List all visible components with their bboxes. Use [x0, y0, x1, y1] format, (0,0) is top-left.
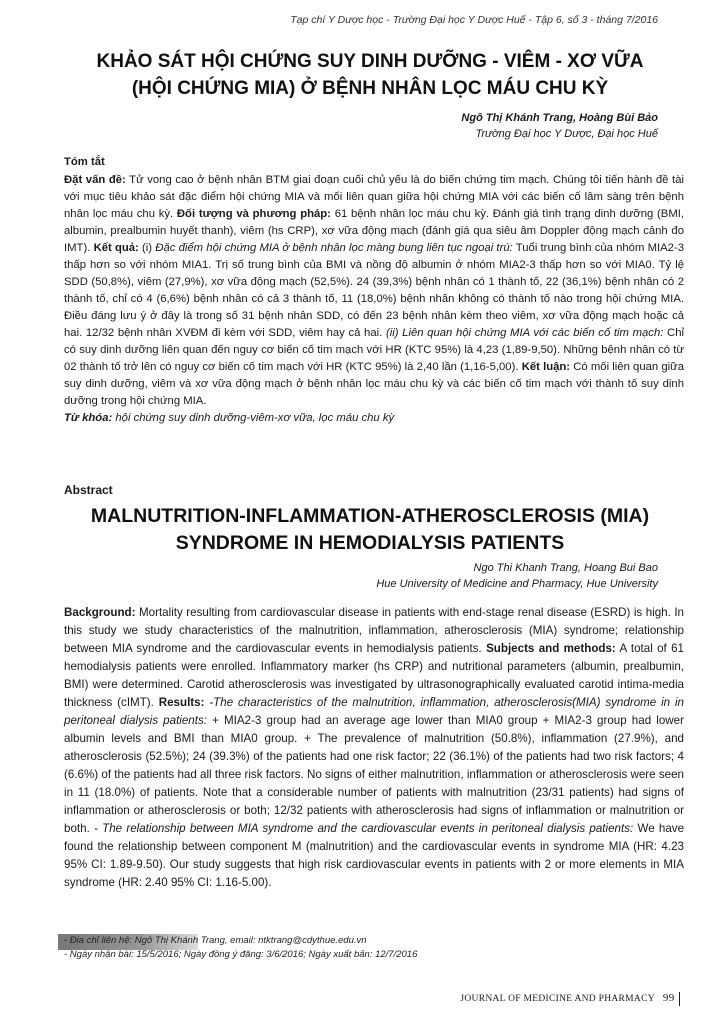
- vn-conclusion-label: Kết luận:: [521, 361, 571, 373]
- vn-results-text1: Tuổi trung bình của nhóm MIA2-3 thấp hơn so với nhóm MIA1. Trị số trung bình của BMI và nồng độ albumin ở nhóm MIA2-3 thấp hơn so với MIA0. Tỷ lệ SDD (50,8%), viêm (27,9%), xơ vữa động mạch (52,5%). 24 (39,3%) bệnh nhân có 1 thành tố, 22 (36,1%) bệnh nhân có 2 thành tố, chỉ có 4 (6,6%) bệnh nhân có cả 3 thành tố, 11 (18,0%) bệnh nhân không có thành tố nào trong hội chứng MIA. Điều đáng lưu ý ở đây là trong số 31 bệnh nhân SDD, có đến 23 bệnh nhân kèm theo viêm, xơ vữa động mạch hoặc cả hai. 12/32 bệnh nhân XVĐM đi kèm với SDD, viêm hay cả hai.: [64, 242, 684, 339]
- page-number: 99: [662, 992, 675, 1005]
- vn-results-ii-title: (ii) Liên quan hội chứng MIA với các biến cố tim mạch:: [385, 327, 664, 339]
- footer-journal: JOURNAL OF MEDICINE AND PHARMACY: [460, 994, 655, 1005]
- en-results-it2: - The relationship between MIA syndrome and the cardiovascular events in peritoneal dialysis patients:: [94, 822, 634, 835]
- vn-results-i-title: Đặc điểm hội chứng MIA ở bệnh nhân lọc màng bụng liên tục ngoại trú:: [155, 242, 513, 254]
- en-author-block: [376, 560, 658, 592]
- vn-results-label: Kết quả:: [93, 242, 139, 254]
- en-affiliation: Hue University of Medicine and Pharmacy, Hue University: [376, 578, 658, 590]
- vn-title-line2: (HỘI CHỨNG MIA) Ở BỆNH NHÂN LỌC MÁU CHU KỲ: [131, 78, 609, 99]
- en-methods-label: Subjects and methods:: [486, 642, 616, 655]
- vn-results-text2: Chỉ có suy dinh dưỡng liên quan đến nguy cơ biến cố tim mạch với HR (KTC 95%) là 4,23 (1,89-9,50). Những bệnh nhân có từ 02 thành tố trở lên có nguy cơ biến cố tim mạch với HR (KTC 95%) là 2,40 lần (1,16-5,00).: [64, 327, 685, 373]
- en-title: [60, 503, 680, 557]
- vn-keywords: [64, 410, 684, 427]
- vn-bg-label: Đặt vấn đề:: [64, 174, 126, 186]
- vn-methods-label: Đối tượng và phương pháp:: [176, 208, 331, 220]
- page-footer: [460, 992, 680, 1006]
- vn-conclusion-text: Có mối liên quan giữa suy dinh dưỡng, viêm và xơ vữa động mạch ở bệnh nhân lọc máu chu kỳ và các biến cố tim mạch với thành tố suy dinh dưỡng trong hội chứng MIA.: [64, 361, 684, 407]
- en-results-text2: We have found the relationship between component M (malnutrition) and the cardiovascular events in syndrome MIA (HR: 4.23 95% CI: 1.89-9.50). Our study suggests that high risk cardiovascular events in patients with 2 or more elements in MIA syndrome (HR: 2.40 95% CI: 1.16-5.00).: [64, 822, 685, 889]
- en-title-line1: MALNUTRITION-INFLAMMATION-ATHEROSCLEROSIS (MIA): [90, 505, 650, 527]
- vn-title-line1: KHẢO SÁT HỘI CHỨNG SUY DINH DƯỠNG - VIÊM - XƠ VỮA: [96, 51, 644, 72]
- vn-keywords-text: hội chứng suy dinh dưỡng-viêm-xơ vữa, lọc máu chu kỳ: [112, 412, 395, 424]
- en-bg-text: Mortality resulting from cardiovascular disease in patients with end-stage renal disease (ESRD) is high. In this study we study characteristics of the malnutrition, inflammation, atherosclerosis (MIA) syndrome; relationship between MIA syndrome and the cardiovascular events in hemodialysis patients.: [64, 606, 684, 655]
- en-bg-label: Background:: [64, 606, 136, 619]
- en-authors: Ngo Thi Khanh Trang, Hoang Bui Bao: [473, 562, 658, 574]
- vn-authors: Ngô Thị Khánh Trang, Hoàng Bùi Bảo: [461, 112, 658, 124]
- en-results-it1: -The characteristics of the malnutrition, inflammation, atherosclerosis(MIA) syndrome in in peritoneal dialysis patients:: [64, 696, 684, 727]
- en-methods-text: A total of 61 hemodialysis patients were enrolled. Inflammatory marker (hs CRP) and nutritional parameters (albumin, prealbumin, BMI) were determined. Carotid atherosclerosis was investigated by ultrasonographically evaluated carotid intima-media thickness (cIMT).: [64, 642, 684, 709]
- vn-summary-heading: Tóm tắt: [64, 156, 105, 168]
- footnote-contact: - Địa chỉ liên hệ: Ngô Thị Khánh Trang, email: ntktrang@cdythue.edu.vn: [64, 935, 367, 946]
- vn-affiliation: Trường Đại học Y Dược, Đại học Huế: [475, 128, 658, 140]
- vn-results-i: (i): [138, 242, 156, 254]
- en-results-text1: + MIA2-3 group had an average age lower than MIA0 group + MIA2-3 group had lower albumin levels and BMI than MIA0 group. + The prevalence of malnutrition (50.8%), inflammation (27.9%), and atherosclerosis (52.5%); 24 (39.3%) of the patients had one risk factor; 22 (36.1%) of the patients had two risk factors; 4 (6.6%) of the patients had all three risk factors. No signs of either malnutrition, inflammation or atherosclerosis were seen in 11 (18.0%) of patients. Note that a considerable number of patients with malnutrition (23/31 patients) had signs of inflammation or atherosclerosis or both; 12/32 patients with atherosclerosis had signs of inflammation or malnutrition or both.: [64, 714, 684, 835]
- abstract-label: Abstract: [64, 483, 113, 497]
- en-results-label: Results:: [158, 696, 205, 709]
- vn-title: [60, 48, 680, 102]
- en-title-line2: SYNDROME IN HEMODIALYSIS PATIENTS: [175, 532, 565, 554]
- vn-author-block: [461, 110, 658, 142]
- vn-bg-text: Tử vong cao ở bệnh nhân BTM giai đoạn cuối chủ yếu là do biến chứng tim mạch. Chúng tôi tiến hành đề tài với mục tiêu khảo sát đặc điểm hội chứng MIA và mối liên quan giữa hội chứng MIA với các biến cố lâm sàng trên bệnh nhân lọc máu chu kỳ.: [64, 174, 684, 220]
- footer-divider: [679, 992, 681, 1006]
- footnote: [64, 934, 684, 962]
- vn-keywords-label: Từ khóa:: [64, 412, 113, 424]
- vn-methods-text: 61 bệnh nhân lọc máu chu kỳ. Đánh giá tình trạng dinh dưỡng (BMI, albumin, prealbumin huyết thanh), viêm (hs CRP), xơ vữa động mạch (đánh giá qua siêu âm Doppler động mạch cảnh đo IMT).: [64, 208, 685, 254]
- vn-summary-body: [64, 172, 684, 410]
- en-abstract: [64, 604, 684, 892]
- footnote-dates: - Ngày nhận bài: 15/5/2016; Ngày đồng ý đăng: 3/6/2016; Ngày xuất bản: 12/7/2016: [64, 949, 418, 960]
- vn-summary: [64, 154, 684, 427]
- journal-header: Tạp chí Y Dược học - Trường Đại học Y Dược Huế - Tập 6, số 3 - tháng 7/2016: [290, 14, 658, 26]
